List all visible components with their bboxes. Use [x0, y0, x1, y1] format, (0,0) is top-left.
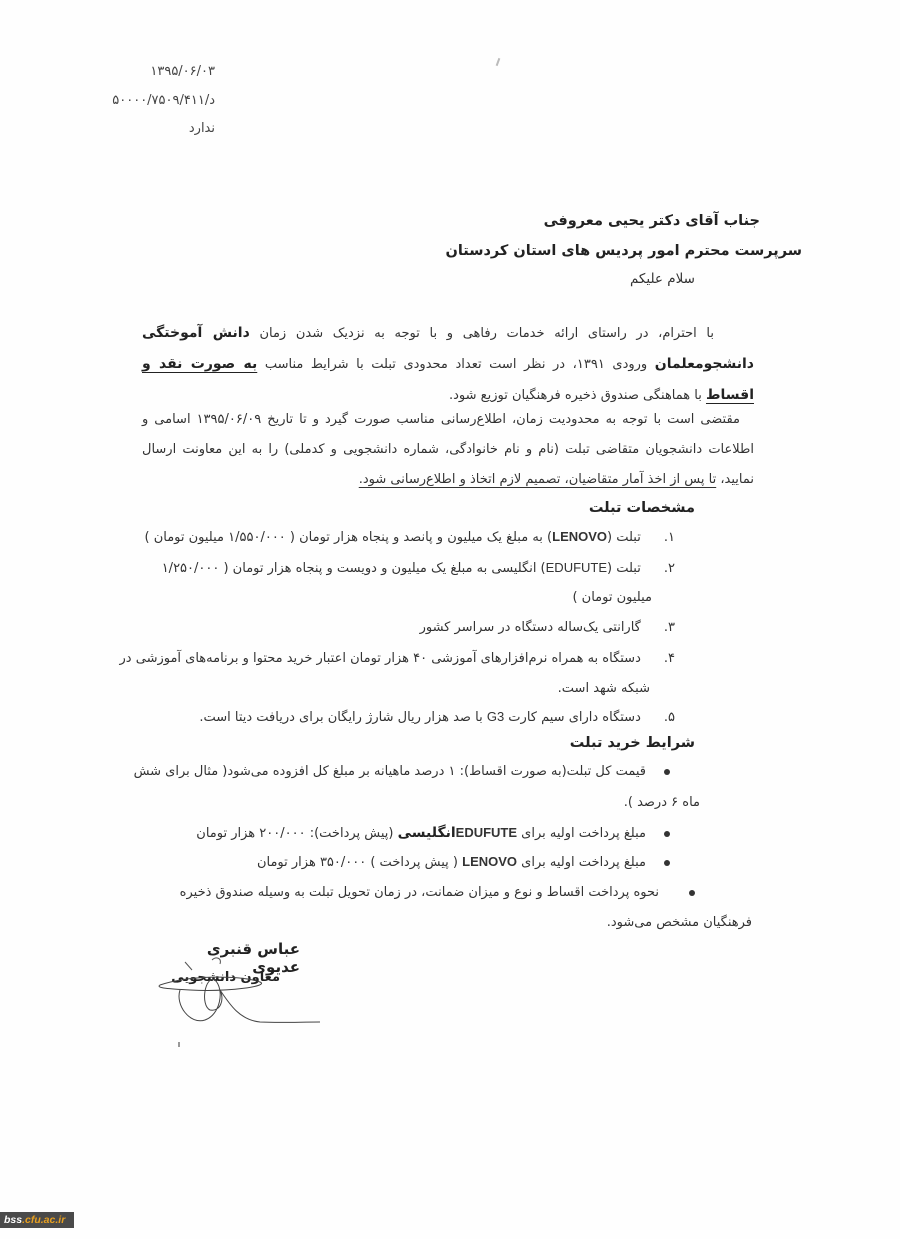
- bullet-icon: [664, 860, 670, 866]
- para1-text-c: با هماهنگی صندوق ذخیره فرهنگیان توزیع شود.: [449, 388, 706, 403]
- spec-item-4: [119, 644, 675, 674]
- recipient-name: جناب آقای دکتر یحیی معروفی: [543, 213, 760, 229]
- condition-item-2: [180, 818, 670, 849]
- spec-text: دستگاه به همراه نرم‌افزارهای آموزشی ۴۰ هزار تومان اعتبار خرید محتوا و برنامه‌های آموزشی در: [119, 651, 641, 666]
- spec-number: ۱.: [663, 530, 675, 545]
- condition-text: مبلغ پرداخت اولیه برای: [517, 855, 646, 870]
- handwritten-signature-icon: [150, 950, 325, 1030]
- brand-edufute: EDUFUTE: [545, 560, 608, 575]
- spec-text: ) انگلیسی به مبلغ یک میلیون و دویست و پنجاه هزار تومان ( ۱/۲۵۰/۰۰۰: [161, 561, 546, 576]
- letter-date: ۱۳۹۵/۰۶/۰۳: [150, 64, 215, 79]
- spec-number: ۳.: [663, 620, 675, 635]
- condition-item-1-continuation: ماه ۶ درصد ).: [623, 795, 700, 810]
- condition-text: (پیش پرداخت): ۲۰۰/۰۰۰ هزار تومان: [196, 826, 398, 841]
- condition-text: نحوه پرداخت اقساط و نوع و میزان ضمانت، در زمان تحویل تبلت به وسیله صندوق ذخیره: [179, 885, 659, 900]
- scan-mark: [178, 1042, 180, 1047]
- paragraph-intro: [142, 318, 754, 411]
- bullet-icon: [689, 890, 695, 896]
- signatory-name: عباس قنبری عدیوی: [206, 940, 300, 976]
- condition-item-4-continuation: فرهنگیان مشخص می‌شود.: [606, 915, 752, 930]
- watermark-text-a: bss: [4, 1214, 23, 1226]
- condition-text: ( پیش پرداخت ) ۳۵۰/۰۰۰ هزار تومان: [256, 855, 463, 870]
- bullet-icon: [664, 769, 670, 775]
- watermark-text-b: .cfu.ac.ir: [22, 1214, 66, 1226]
- spec-item-5: [200, 702, 675, 733]
- para1-bold-payment: به صورت نقد و اقساط: [142, 356, 754, 403]
- greeting: سلام علیکم: [629, 271, 695, 287]
- spec-text: با صد هزار ریال شارژ رایگان برای دریافت دیتا است.: [199, 710, 487, 725]
- scan-mark: [496, 58, 501, 66]
- specs-title: مشخصات تبلت: [588, 500, 695, 516]
- spec-item-1: [140, 522, 675, 553]
- spec-text: تبلت (: [607, 530, 641, 545]
- brand-edufute: EDUFUTE: [455, 825, 518, 840]
- spec-item-2-continuation: میلیون تومان ): [572, 590, 652, 605]
- brand-g3: G3: [486, 709, 505, 724]
- spec-item-2: [140, 553, 675, 584]
- spec-number: ۵.: [663, 710, 675, 725]
- brand-lenovo: LENOVO: [462, 854, 518, 869]
- recipient-title: سرپرست محترم امور پردیس های استان کردستان: [445, 243, 802, 259]
- paragraph-request: [142, 405, 754, 495]
- spec-number: ۲.: [663, 561, 675, 576]
- condition-item-3: [220, 847, 670, 878]
- site-watermark: [0, 1212, 74, 1228]
- signatory-title: معاون دانشجویی: [171, 970, 280, 985]
- spec-text: ) به مبلغ یک میلیون و پانصد و پنجاه هزار تومان ( ۱/۵۵۰/۰۰۰ میلیون تومان ): [144, 530, 553, 545]
- brand-edufute-lang: انگلیسی: [397, 825, 456, 841]
- spec-text: دستگاه دارای سیم کارت: [504, 710, 641, 725]
- condition-text: مبلغ پرداخت اولیه برای: [517, 826, 646, 841]
- bullet-icon: [664, 831, 670, 837]
- spec-item-4-continuation: شبکه شهد است.: [557, 681, 650, 696]
- brand-lenovo: LENOVO: [552, 529, 608, 544]
- conditions-title: شرایط خرید تبلت: [569, 735, 695, 751]
- para1-bold-graduation: دانش آموختگی: [142, 325, 250, 341]
- para2-text: مقتضی است با توجه به محدودیت زمان، اطلاع‌رسانی مناسب صورت گیرد و تا تاریخ ۱۳۹۵/۰۶/۰۹ اسامی و اطلاعات دانشجویان متقاضی تبلت (نام و نام خانوادگی، شماره دانشجویی و کدملی) را به این معاونت ارسال نمایید،: [142, 412, 754, 487]
- condition-item-4: [160, 878, 695, 908]
- condition-item-1: [133, 757, 670, 787]
- para2-underlined: تا پس از اخذ آمار متقاضیان، تصمیم لازم اتخاذ و اطلاع‌رسانی شود.: [358, 472, 717, 487]
- letter-attachment: ندارد: [188, 121, 215, 136]
- spec-item-3: [400, 613, 675, 643]
- condition-text: قیمت کل تبلت(به صورت اقساط): ۱ درصد ماهیانه بر مبلغ کل افزوده می‌شود( مثال برای شش: [133, 764, 646, 779]
- spec-number: ۴.: [663, 651, 675, 666]
- letter-number: د/۵۰۰۰۰/۷۵۰۹/۴۱۱: [112, 93, 215, 108]
- para1-text-a: با احترام، در راستای ارائه خدمات رفاهی و با توجه به نزدیک شدن زمان: [249, 326, 715, 341]
- spec-text: گارانتی یک‌ساله دستگاه در سراسر کشور: [419, 620, 641, 635]
- para1-bold-students: دانشجومعلمان: [654, 356, 754, 372]
- para1-text-b: ورودی ۱۳۹۱، در نظر است تعداد محدودی تبلت با شرایط مناسب: [257, 357, 655, 372]
- spec-text: تبلت (: [607, 561, 641, 576]
